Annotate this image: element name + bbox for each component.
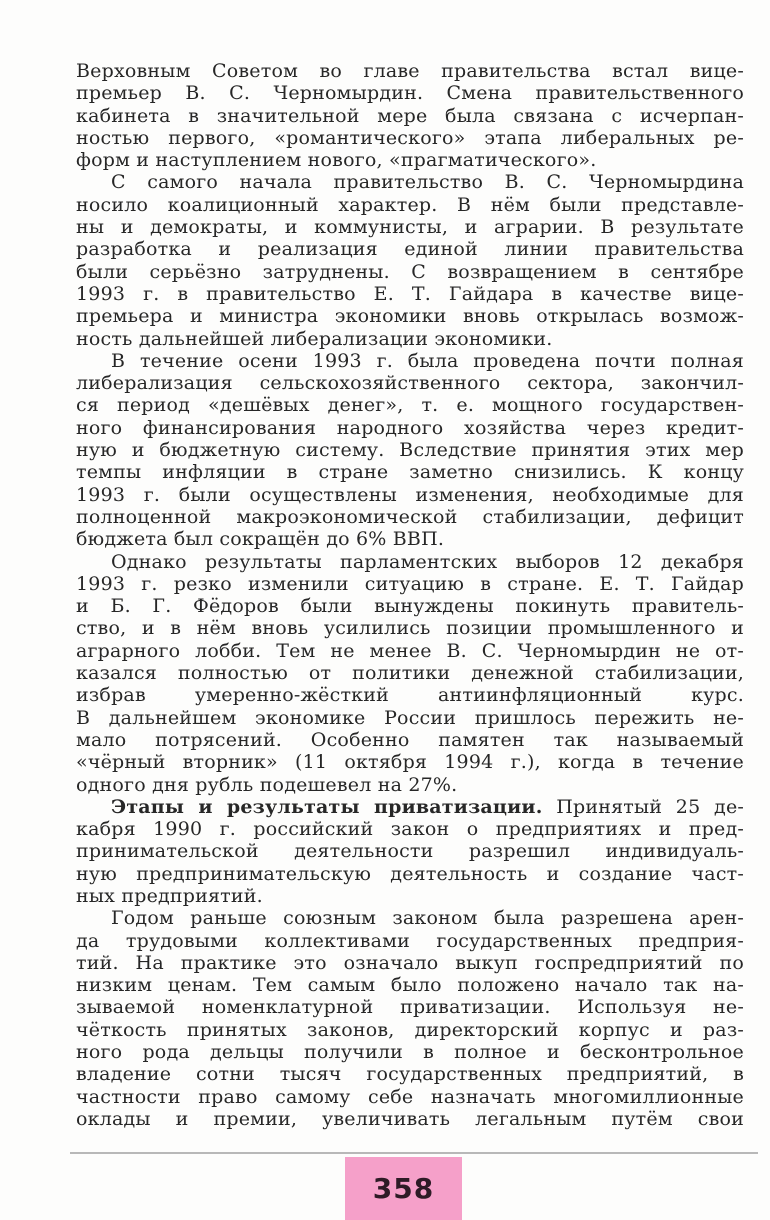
text-line: В течение осени 1993 г. была проведена почти полная <box>111 349 744 372</box>
text-line: ство, и в нём вновь усилились позиции промышленного и <box>76 617 744 640</box>
text-line: принимательской деятельности разрешил индивидуаль- <box>76 840 744 863</box>
text-line: С самого начала правительство В. С. Черномырдина <box>111 171 744 194</box>
text-line: ного финансирования народного хозяйства через кредит- <box>76 416 744 439</box>
text-line: низким ценам. Тем самым было положено начало так на- <box>76 974 744 997</box>
text-line: Верховным Советом во главе правительства встал вице- <box>76 60 744 82</box>
text-line: ность дальнейшей либерализации экономики. <box>76 327 553 350</box>
text-line: 1993 г. были осуществлены изменения, необходимые для <box>76 483 744 506</box>
text-line: темпы инфляции в стране заметно снизились. К концу <box>76 461 744 484</box>
text-line: да трудовыми коллективами государственных предприя- <box>76 929 744 952</box>
paragraph <box>76 907 744 1130</box>
text-line: владение сотни тысяч государственных предприятий, в <box>76 1063 744 1086</box>
text-line: носило коалиционный характер. В нём были представле- <box>76 193 744 216</box>
text-line: чёткость принятых законов, директорский корпус и раз- <box>76 1018 744 1041</box>
text-line: В дальнейшем экономике России пришлось пережить не- <box>76 706 744 729</box>
text-line: ных предприятий. <box>76 884 263 907</box>
page-number-badge <box>345 1157 462 1220</box>
text-line: одного дня рубль подешевел на 27%. <box>76 773 458 796</box>
text-line: разработка и реализация единой линии правительства <box>76 238 744 261</box>
text-line: ны и демократы, и коммунисты, и аграрии. В результате <box>76 216 744 239</box>
text-line: кабинета в значительной мере была связана с исчерпан- <box>76 104 744 127</box>
text-line: премьера и министра экономики вновь открылась возмож- <box>76 305 744 328</box>
text-line: мало потрясений. Особенно памятен так называемый <box>76 728 744 751</box>
footer-rule <box>70 1152 758 1154</box>
text-line: избрав умеренно-жёсткий антиинфляционный курс. <box>76 684 744 707</box>
page-text <box>76 60 744 1130</box>
text-line: Этапы и результаты приватизации. Принятый 25 де- <box>111 795 744 818</box>
text-line: бюджета был сокращён до 6% ВВП. <box>76 528 445 551</box>
text-line: оклады и премии, увеличивать легальным путём свои <box>76 1107 744 1130</box>
paragraph <box>76 350 744 551</box>
text-line: ностью первого, «романтического» этапа либеральных ре- <box>76 126 744 149</box>
text-line: премьер В. С. Черномырдин. Смена правительственного <box>76 82 744 105</box>
text-line: ного рода дельцы получили в полное и бесконтрольное <box>76 1041 744 1064</box>
text-line: ную и бюджетную систему. Вследствие принятия этих мер <box>76 439 744 462</box>
run-in-heading: Этапы и результаты приватизации. <box>111 795 543 818</box>
text-line: полноценной макроэкономической стабилизации, дефицит <box>76 505 744 528</box>
text-line: 1993 г. в правительство Е. Т. Гайдара в качестве вице- <box>76 282 744 305</box>
text-line: аграрного лобби. Тем не менее В. С. Черномырдин не от- <box>76 639 744 662</box>
text-line: Однако результаты парламентских выборов 12 декабря <box>111 550 744 573</box>
text-line: казался полностью от политики денежной стабилизации, <box>76 662 744 685</box>
text-line: тий. На практике это означало выкуп госпредприятий по <box>76 951 744 974</box>
text-line: 1993 г. резко изменили ситуацию в стране. Е. Т. Гайдар <box>76 572 744 595</box>
paragraph <box>76 796 744 907</box>
paragraph <box>76 171 744 349</box>
page-number: 358 <box>372 1172 435 1205</box>
text-line: ную предпринимательскую деятельность и создание част- <box>76 862 744 885</box>
text-line: форм и наступлением нового, «прагматического». <box>76 149 597 172</box>
text-line: Годом раньше союзным законом была разрешена арен- <box>111 907 744 930</box>
text-line: кабря 1990 г. российский закон о предприятиях и пред- <box>76 818 744 841</box>
paragraph <box>76 60 744 171</box>
text-line: зываемой номенклатурной приватизации. Используя не- <box>76 996 744 1019</box>
paragraph <box>76 551 744 796</box>
text-line: либерализация сельскохозяйственного сектора, закончил- <box>76 372 744 395</box>
text-line: «чёрный вторник» (11 октября 1994 г.), когда в течение <box>76 751 744 774</box>
text-line: были серьёзно затруднены. С возвращением в сентябре <box>76 260 744 283</box>
text-line: ся период «дешёвых денег», т. е. мощного государствен- <box>76 394 744 417</box>
text-line: и Б. Г. Фёдоров были вынуждены покинуть правитель- <box>76 595 744 618</box>
text-line: частности право самому себе назначать многомиллионные <box>76 1085 744 1108</box>
